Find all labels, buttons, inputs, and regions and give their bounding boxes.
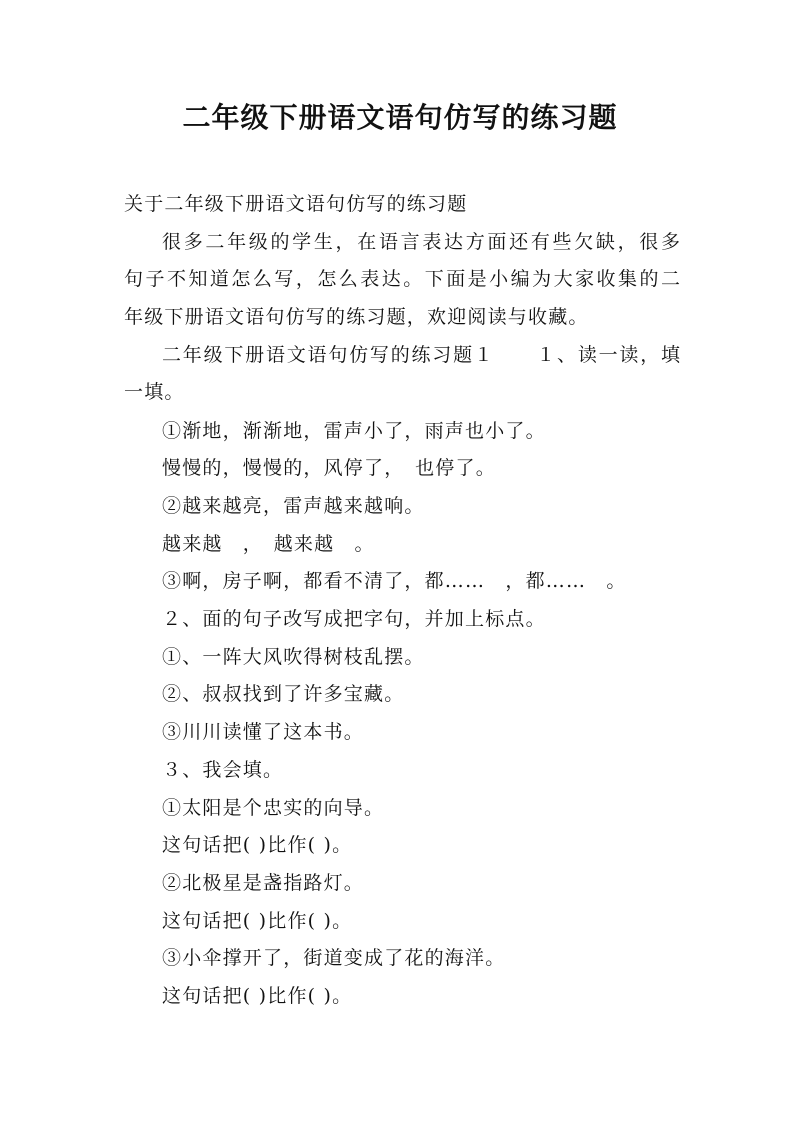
q1-item-1: ①渐地，渐渐地，雷声小了，雨声也小了。 [162, 420, 546, 442]
q3-item-1: ①太阳是个忠实的向导。 [162, 797, 385, 819]
q2-heading: ２、面的句子改写成把字句，并加上标点。 [162, 608, 546, 630]
subtitle: 关于二年级下册语文语句仿写的练习题 [124, 193, 468, 215]
q1-item-1-fill: 慢慢的，慢慢的，风停了， 也停了。 [162, 457, 496, 479]
q3-item-3-fill: 这句话把( )比作( )。 [162, 985, 353, 1007]
q3-item-3: ③小伞撑开了，街道变成了花的海洋。 [162, 947, 506, 969]
q3-item-2-fill: 这句话把( )比作( )。 [162, 910, 353, 932]
section-heading-line-2: 一填。 [124, 381, 185, 403]
intro-line-3: 年级下册语文语句仿写的练习题，欢迎阅读与收藏。 [124, 306, 589, 328]
intro-line-2: 句子不知道怎么写，怎么表达。下面是小编为大家收集的二 [124, 268, 680, 290]
q3-heading: ３、我会填。 [162, 759, 284, 781]
q2-item-2: ②、叔叔找到了许多宝藏。 [162, 683, 405, 705]
q1-item-2: ②越来越亮，雷声越来越响。 [162, 495, 425, 517]
q2-item-3: ③川川读懂了这本书。 [162, 721, 365, 743]
intro-line-1: 很多二年级的学生，在语言表达方面还有些欠缺，很多 [162, 231, 680, 253]
document-title: 二年级下册语文语句仿写的练习题 [182, 101, 618, 134]
q1-item-2-fill: 越来越 ， 越来越 。 [162, 533, 375, 555]
section-heading-line-1: 二年级下册语文语句仿写的练习题１ １、读一读，填 [162, 344, 680, 366]
q3-item-2: ②北极星是盏指路灯。 [162, 872, 365, 894]
q1-item-3: ③啊，房子啊，都看不清了，都…… ，都…… 。 [162, 570, 627, 592]
q2-item-1: ①、一阵大风吹得树枝乱摆。 [162, 646, 425, 668]
q3-item-1-fill: 这句话把( )比作( )。 [162, 834, 353, 856]
